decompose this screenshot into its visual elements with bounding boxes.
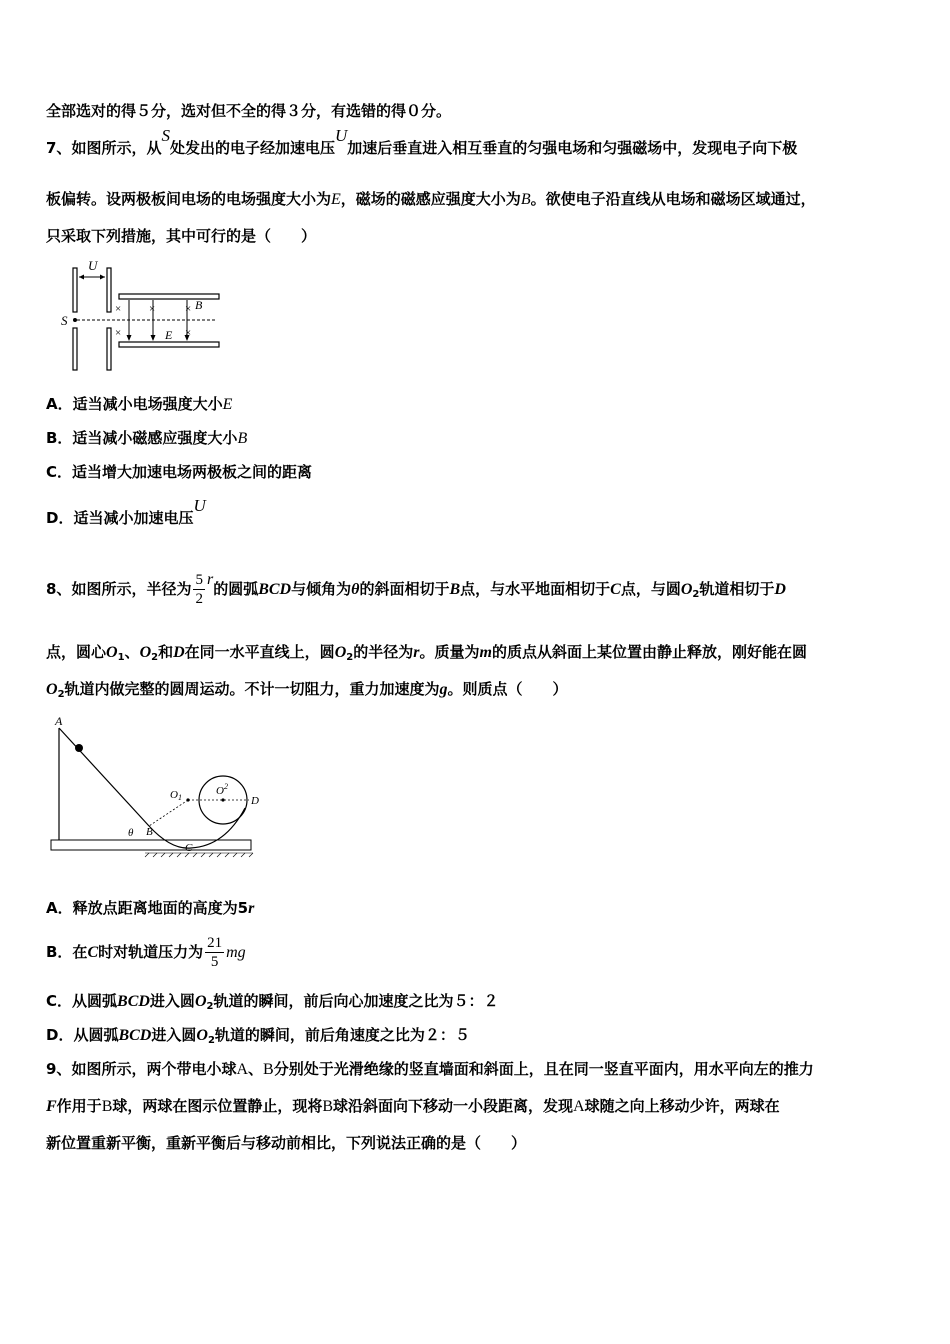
q8-frac-den: 2 [195,591,203,607]
q8-option-b-den: 5 [210,954,219,970]
q8-fig-label-b: B [146,826,153,838]
q8-option-b-var: mg [226,944,246,961]
q8-figure [45,712,265,862]
q7-u-arrow-left [79,275,84,280]
q9-l2-c: 球沿斜面向下移动一小段距离，发现 [333,1097,574,1115]
q8-l1-f: 点，与圆 [620,580,681,598]
q8-number: 8、 [46,580,72,598]
q7-option-a[interactable] [46,394,232,415]
q7-cross-5: × [185,327,192,339]
q7-e-field-arrow-1 [127,335,132,341]
q9-stem-line-2 [46,1096,780,1117]
q8-fig-label-a: A [55,714,63,728]
q8-l1-bcd: BCD [258,581,292,598]
q8-l1-c: 与倾角为 [291,580,352,598]
q8-option-d-bcd: BCD [118,1027,152,1044]
q8-l3-o-sub: 2 [57,689,65,700]
q7-e-field-arrow-2 [151,335,156,341]
q8-l2-m: m [479,644,492,661]
q7-source-dot [73,318,77,322]
q7-stem-line-2 [46,189,816,210]
q8-l2-o3: O [334,644,347,661]
q8-arc-bcd [149,808,245,848]
q8-option-c-c: 轨道的瞬间，前后向心加速度之比为５：２ [213,992,499,1010]
q9-l2-a: 作用于 [56,1097,102,1115]
q8-o2-dot [221,798,224,801]
q7-cross-3: × [185,303,192,315]
q9-l2-b2-ball: B [322,1098,334,1115]
q8-option-c-sub: 2 [206,1001,214,1012]
q8-l3-g: g [439,681,448,698]
q8-l1-theta: θ [351,581,360,598]
q8-option-d-sub: 2 [207,1035,215,1046]
q7-stem-line-3 [46,226,316,246]
q7-option-d-var: U [193,496,206,515]
q7-right-plate-bottom [107,328,111,370]
q8-fig-label-o2: $O^2$ [216,782,228,797]
q7-cross-1: × [115,303,122,315]
q7-number: 7、 [46,139,72,157]
q8-option-b-a: B．在 [46,943,88,961]
q8-option-b[interactable] [46,932,246,973]
q9-l2-a-ball: A [573,1098,585,1115]
q9-l1-b: 、 [248,1060,264,1078]
q8-l2-o1-sub: 1 [117,652,125,663]
q8-l1-e: 点，与水平地面相切于 [460,580,611,598]
q7-upper-deflection-plate [119,294,219,299]
q8-ground [51,840,251,850]
q7-cross-4: × [115,327,122,339]
q7-option-b[interactable] [46,428,247,449]
q8-stem-line-3 [46,679,568,705]
q8-l2-r: r [413,644,420,661]
q8-fig-label-o1: O1 [170,789,182,802]
q7-option-d[interactable] [46,496,206,528]
q9-l3: 新位置重新平衡，重新平衡后与移动前相比，下列说法正确的是（ ） [46,1134,527,1152]
q8-ball [75,744,83,752]
q8-l1-d-point: D [774,581,786,598]
q7-fig-label-u: U [88,258,98,273]
q7-stem-g: 只采取下列措施，其中可行的是（ ） [46,227,317,245]
q7-option-c-label: C．适当增大加速电场两极板之间的距离 [46,463,313,481]
q8-option-a-val: 5 [237,899,249,917]
q8-option-c-b: 进入圆 [149,992,195,1010]
q7-stem-c: 加速后垂直进入相互垂直的匀强电场和匀强磁场中，发现电子向下极 [347,139,798,157]
q9-l2-b-ball: B [101,1098,113,1115]
q8-l3-b: 。则质点（ ） [447,680,568,698]
q8-option-a-label: A．释放点距离地面的高度为 [46,899,238,917]
q8-option-a-var: r [248,900,255,917]
q7-option-a-label: A．适当减小电场强度大小 [46,395,223,413]
q8-option-c[interactable] [46,991,498,1017]
q8-incline [59,728,149,826]
q9-stem-line-1 [46,1059,814,1080]
q8-option-c-o: O [194,993,207,1010]
q7-right-plate-top [107,268,111,312]
q7-var-b: B [520,191,531,208]
q8-l3-a: 轨道内做完整的圆周运动。不计一切阻力，重力加速度为 [64,680,440,698]
q8-l2-o2: O [139,644,152,661]
q7-stem-a: 如图所示，从 [71,139,162,157]
q7-stem-e: ，磁场的磁感应强度大小为 [340,190,521,208]
q8-l2-o2-sub: 2 [151,652,159,663]
q7-left-plate-top [73,268,77,312]
q8-option-c-bcd: BCD [117,993,150,1010]
q8-l2-e: 的半径为 [353,643,414,661]
q7-option-d-label: D．适当减小加速电压 [46,509,194,527]
q8-l1-b-point: B [449,581,461,598]
q8-fig-label-c: C [185,842,193,854]
q8-stem-line-1 [46,569,786,615]
q8-l2-a: 点，圆心 [46,643,107,661]
q8-l1-a: 如图所示，半径为 [71,580,192,598]
q7-var-s: S [161,126,170,145]
q8-l1-c-point: C [610,581,621,598]
q8-option-b-num: 21 [207,935,223,951]
q8-radius-fraction [193,571,205,608]
q8-l3-o: O [46,681,58,698]
q8-fig-label-theta: θ [128,827,134,839]
q8-option-c-a: C．从圆弧 [46,992,118,1010]
intro-text: 全部选对的得５分，选对但不全的得３分，有选错的得０分。 [46,102,452,120]
q7-fig-label-s: S [61,313,68,328]
q8-option-a[interactable] [46,898,254,919]
q9-l2-d: 球随之向上移动少许，两球在 [584,1097,780,1115]
q7-option-c[interactable] [46,462,312,482]
q8-l2-o3-sub: 2 [346,652,354,663]
q9-l2-f: F [46,1098,57,1115]
q9-l1-a: 如图所示，两个带电小球 [71,1060,237,1078]
q8-frac-num: 5 [195,572,203,588]
q8-l2-d-point: D [173,644,185,661]
q8-l2-g: 的质点从斜面上某位置由静止释放，刚好能在圆 [491,643,807,661]
q9-l2-b: 球，两球在图示位置静止，现将 [112,1097,323,1115]
q8-l2-o1: O [106,644,118,661]
q8-l1-o-sub: 2 [692,589,700,600]
q8-l1-b: 的圆弧 [213,580,259,598]
q8-l2-d: 在同一水平直线上，圆 [184,643,335,661]
q8-l2-c: 和 [158,643,174,661]
q7-cross-2: × [149,303,156,315]
q7-stem-d: 板偏转。设两极板间电场的电场强度大小为 [46,190,332,208]
q7-stem-f: 。欲使电子沿直线从电场和磁场区域通过， [530,190,816,208]
q7-u-arrow-right [100,275,105,280]
q8-option-d[interactable] [46,1025,470,1051]
q8-ground-hatch [145,853,253,857]
q9-stem-line-3 [46,1133,526,1153]
q7-left-plate-bottom [73,328,77,370]
q8-stem-line-2 [46,642,807,668]
q8-option-b-c-point: C [87,944,99,961]
q8-option-d-o: O [196,1027,208,1044]
q7-fig-label-b: B [195,298,203,312]
q9-l1-a-ball: A [236,1061,249,1078]
q7-var-e: E [331,191,341,208]
q8-l2-b: 、 [124,643,140,661]
q8-option-b-b: 时对轨道压力为 [98,943,204,961]
q8-l1-g: 轨道相切于 [699,580,775,598]
q8-radius-o1-b [149,800,188,826]
q7-stem-b: 处发出的电子经加速电压 [169,139,335,157]
q7-option-b-label: B．适当减小磁感应强度大小 [46,429,238,447]
q8-option-d-b: 进入圆 [151,1026,197,1044]
q8-option-b-fraction [205,934,224,971]
q8-option-d-c: 轨道的瞬间，前后角速度之比为２：５ [214,1026,470,1044]
intro-line [46,101,451,121]
q7-figure [55,256,225,376]
q8-fig-label-d: D [251,795,259,807]
q7-option-b-var: B [237,430,248,447]
q8-l1-o: O [680,581,693,598]
q8-option-d-a: D．从圆弧 [46,1026,119,1044]
q9-l1-b-ball: B [263,1061,274,1078]
q9-l1-c: 分别处于光滑绝缘的竖直墙面和斜面上，且在同一竖直平面内，用水平向左的推力 [273,1060,814,1078]
q7-lower-deflection-plate [119,342,219,347]
q9-number: 9、 [46,1060,72,1078]
q7-fig-label-e: E [165,328,173,342]
q8-l2-f: 。质量为 [419,643,480,661]
q8-frac-var: r [206,571,214,588]
q7-stem-line-1 [46,126,798,158]
q8-l1-d: 的斜面相切于 [359,580,450,598]
q7-option-a-var: E [222,396,233,413]
q7-var-u: U [334,126,348,145]
